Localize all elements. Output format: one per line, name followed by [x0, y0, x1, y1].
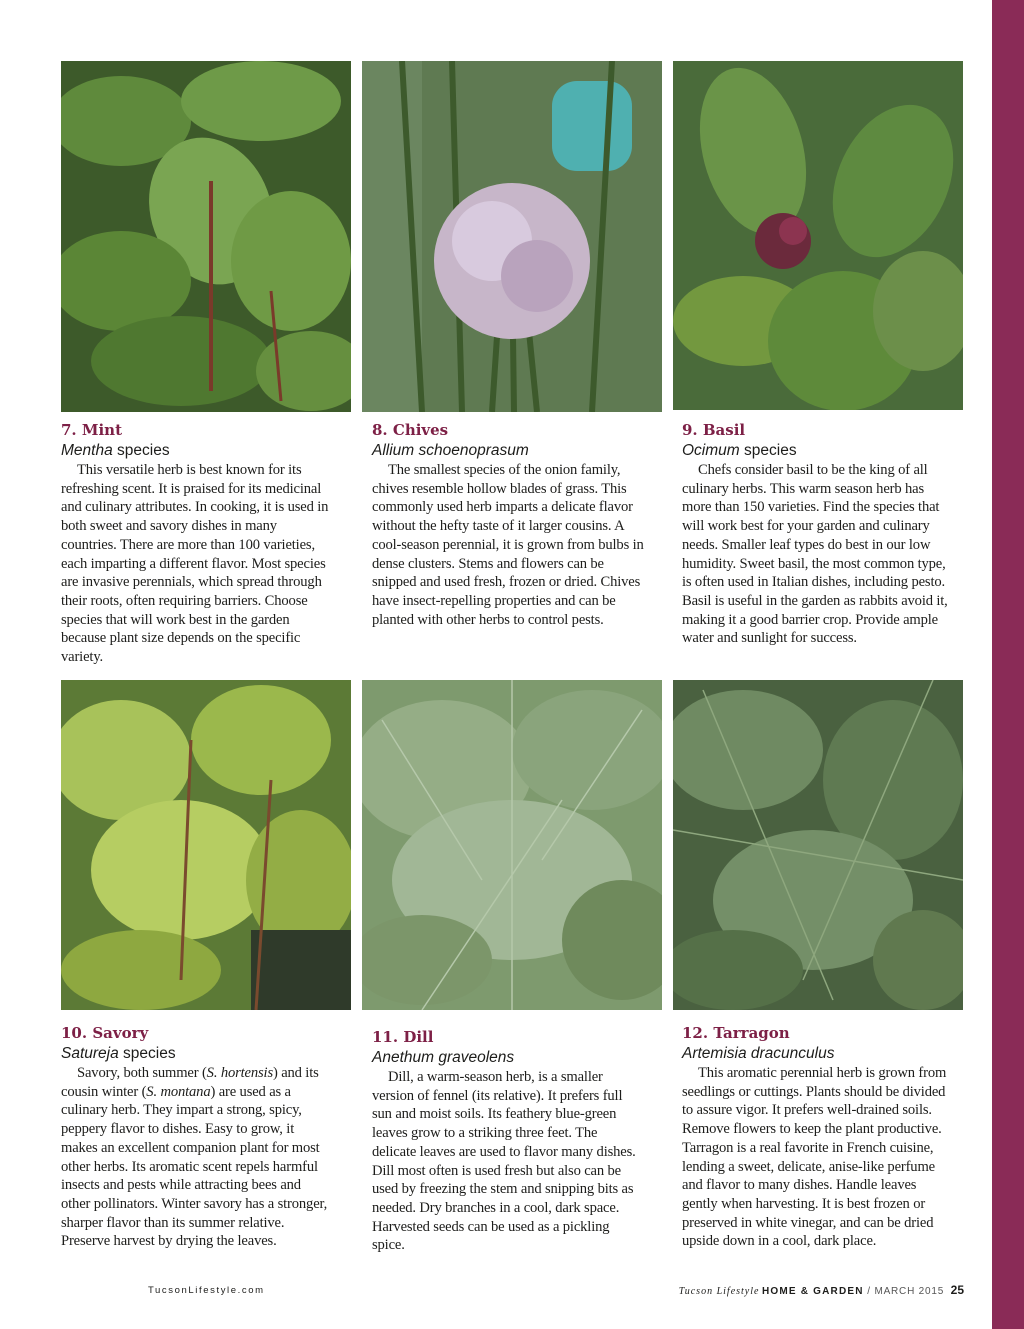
herb-latin-name: Artemisia dracunculus — [682, 1045, 835, 1062]
herb-heading: 9. Basil — [682, 421, 746, 439]
herb-latin-name: Allium schoenoprasum — [372, 442, 529, 459]
herb-entry-dill — [372, 1028, 644, 1255]
footer-folio — [679, 1283, 964, 1297]
footer-website: TucsonLifestyle.com — [148, 1285, 265, 1296]
footer-issue: MARCH 2015 — [874, 1286, 945, 1297]
basil-photo — [673, 61, 963, 410]
herb-heading: 11. Dill — [372, 1028, 434, 1046]
footer-separator: / — [863, 1286, 875, 1297]
herb-heading: 10. Savory — [61, 1024, 149, 1042]
herb-latin-name: Mentha species — [61, 442, 170, 459]
herb-entry-basil — [682, 421, 954, 648]
herb-description: This versatile herb is best known for its refreshing scent. It is praised for its medicinal and culinary attributes. In cooking, it is used in both sweet and savory dishes in many countries. There are more than 100 varieties, each imparting a different flavor. Most species are invasive perennials, which spread through their roots, often requiring barriers. Choose species that will work best in the garden because plant size depends on the specific variety. — [61, 462, 329, 666]
savory-photo — [61, 680, 351, 1010]
mint-photo — [61, 61, 351, 412]
herb-entry-chives — [372, 421, 644, 629]
herb-heading: 12. Tarragon — [682, 1024, 790, 1042]
herb-heading: 8. Chives — [372, 421, 449, 439]
herb-description: The smallest species of the onion family, chives resemble hollow blades of grass. This commonly used herb imparts a delicate flavor without the hefty taste of it larger cousins. A cool-season perennial, it is grown from bulbs in dense clusters. Stems and flowers can be snipped and used fresh, frozen or dried. Chives have insect-repelling properties and can be planted with other herbs to control pests. — [372, 462, 644, 628]
footer-magazine-name: Tucson Lifestyle — [678, 1286, 760, 1297]
herb-entry-savory — [61, 1024, 333, 1251]
herb-latin-name: Ocimum species — [682, 442, 797, 459]
herb-description: Savory, both summer (S. hortensis) and its cousin winter (S. montana) are used as a culinary herb. They impart a strong, spicy, peppery flavor to dishes. Easy to grow, it makes an excellent companion plant for most other herbs. Its aromatic scent repels harmful insects and pests while attracting bees and other pollinators. Winter savory has a stronger, sharper flavor than its summer relative. Preserve harvest by drying the leaves. — [61, 1065, 328, 1250]
tarragon-photo — [673, 680, 963, 1010]
herb-description: Dill, a warm-season herb, is a smaller version of fennel (its relative). It prefers full sun and moist soils. Its feathery blue-green leaves grow to a striking three feet. The delicate leaves are used to flavor many dishes. Dill most often is used fresh but also can be used by freezing the stem and snipping bits as needed. Dry branches in a cool, dark space. Harvested seeds can be used as a pickling spice. — [372, 1069, 636, 1254]
herb-latin-name: Anethum graveolens — [372, 1049, 515, 1066]
page-number: 25 — [950, 1283, 964, 1297]
herb-description: Chefs consider basil to be the king of all culinary herbs. This warm season herb has more than 150 varieties. Find the species that will work best for your garden and culinary needs. Smaller leaf types do best in our low humidity. Sweet basil, the most common type, is often used in Italian dishes, including pesto. Basil is useful in the garden as rabbits avoid it, making it a good barrier crop. Provide ample water and sunlight for success. — [682, 462, 948, 647]
herb-entry-tarragon — [682, 1024, 954, 1251]
herb-latin-name: Satureja species — [61, 1045, 176, 1062]
chives-photo — [362, 61, 662, 412]
herb-description: This aromatic perennial herb is grown from seedlings or cuttings. Plants should be divided to assure vigor. It prefers well-drained soils. Remove flowers to keep the plant productive. Tarragon is a real favorite in French cuisine, lending a sweet, delicate, anise-like perfume and flavor to many dishes. Handle leaves gently when harvesting. It is best frozen or preserved in white vinegar, and can be dried upside down in a cool, dark place. — [682, 1065, 947, 1250]
side-color-band — [992, 0, 1024, 1329]
herb-heading: 7. Mint — [61, 421, 123, 439]
footer-section: HOME & GARDEN — [761, 1286, 864, 1297]
dill-photo — [362, 680, 662, 1010]
herb-entry-mint — [61, 421, 333, 667]
